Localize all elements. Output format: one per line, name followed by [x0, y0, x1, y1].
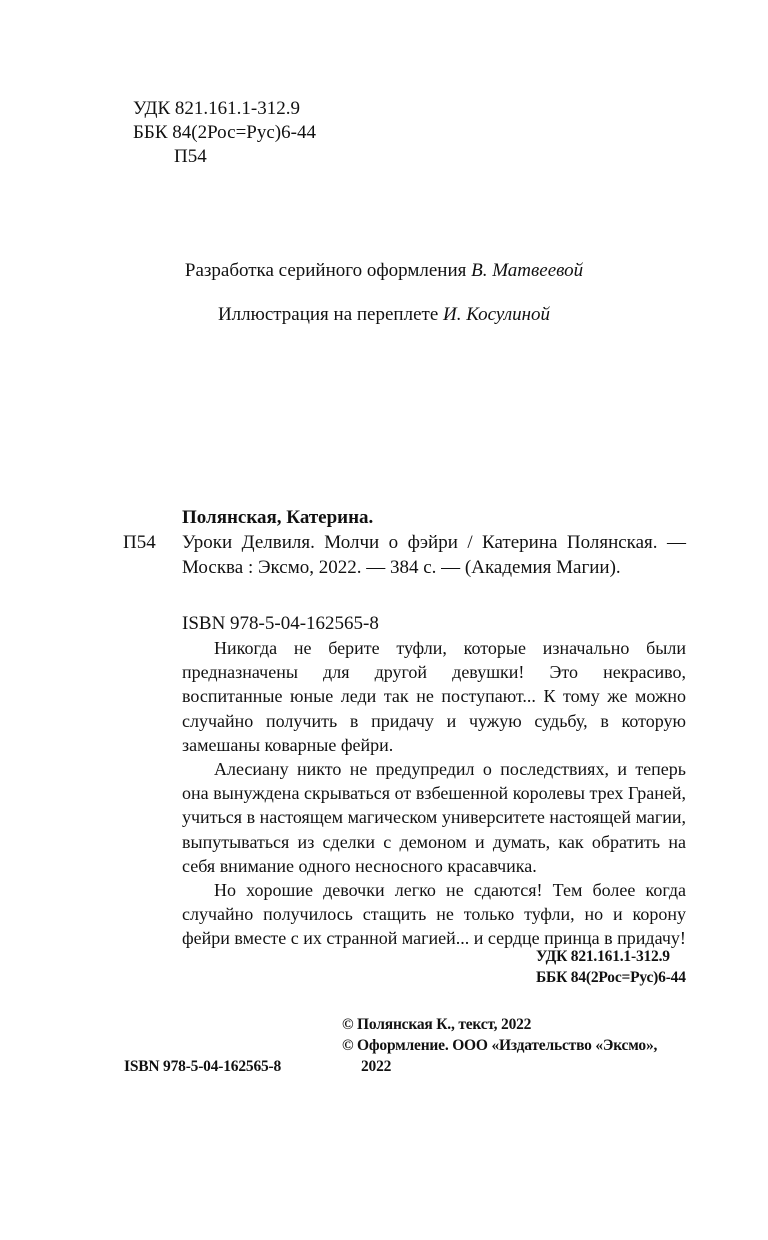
catalog-description: Уроки Делвиля. Молчи о фэйри / Катерина Полянская. — Москва : Эксмо, 2022. — 384 с. — (Академия Магии).: [182, 532, 686, 578]
copyright-text: © Полянская К., текст, 2022: [342, 1016, 532, 1033]
illustration-credit: [0, 302, 768, 327]
annotation-paragraph: Алесиану никто не предупредил о последствиях, и теперь она вынуждена скрываться от взбешенной королевы трех Граней, учиться в настоящем магическом университете настоящей магии, выпутываться из сделки с демоном и думать, как обратить на себя внимание одного несносного красавчика.: [182, 759, 686, 876]
author-mark: П54: [174, 146, 207, 167]
copyright-year: 2022: [361, 1058, 392, 1075]
design-credit-name: В. Матвеевой: [471, 260, 584, 281]
footer-bbk: ББК 84(2Рос=Рус)6-44: [536, 969, 686, 986]
udk-code: УДК 821.161.1-312.9: [133, 98, 300, 119]
annotation: [182, 636, 686, 951]
footer-isbn: ISBN 978-5-04-162565-8: [124, 1058, 282, 1075]
design-credit: [0, 258, 768, 283]
annotation-paragraph: Никогда не берите туфли, которые изначально были предназначены для другой девушки! Это некрасиво, воспитанные юные леди так не поступают... К тому же можно случайно получить в придачу и чужую судьбу, в которую замешаны коварные фейри.: [182, 638, 686, 755]
copyright-design: © Оформление. ООО «Издательство «Эксмо»,: [342, 1037, 658, 1054]
catalog-author-mark: П54: [123, 532, 156, 553]
illustration-credit-name: И. Косулиной: [443, 304, 551, 325]
design-credit-label: Разработка серийного оформления: [184, 260, 472, 281]
catalog-author: Полянская, Катерина.: [182, 507, 374, 528]
footer-udk: УДК 821.161.1-312.9: [536, 948, 670, 965]
catalog-isbn: ISBN 978-5-04-162565-8: [182, 613, 379, 634]
bbk-code: ББК 84(2Рос=Рус)6-44: [133, 122, 316, 143]
illustration-credit-label: Иллюстрация на переплете: [217, 304, 443, 325]
annotation-paragraph: Но хорошие девочки легко не сдаются! Тем более когда случайно получилось стащить не только туфли, но и корону фейри вместе с их странной магией... и сердце принца в придачу!: [182, 880, 686, 949]
